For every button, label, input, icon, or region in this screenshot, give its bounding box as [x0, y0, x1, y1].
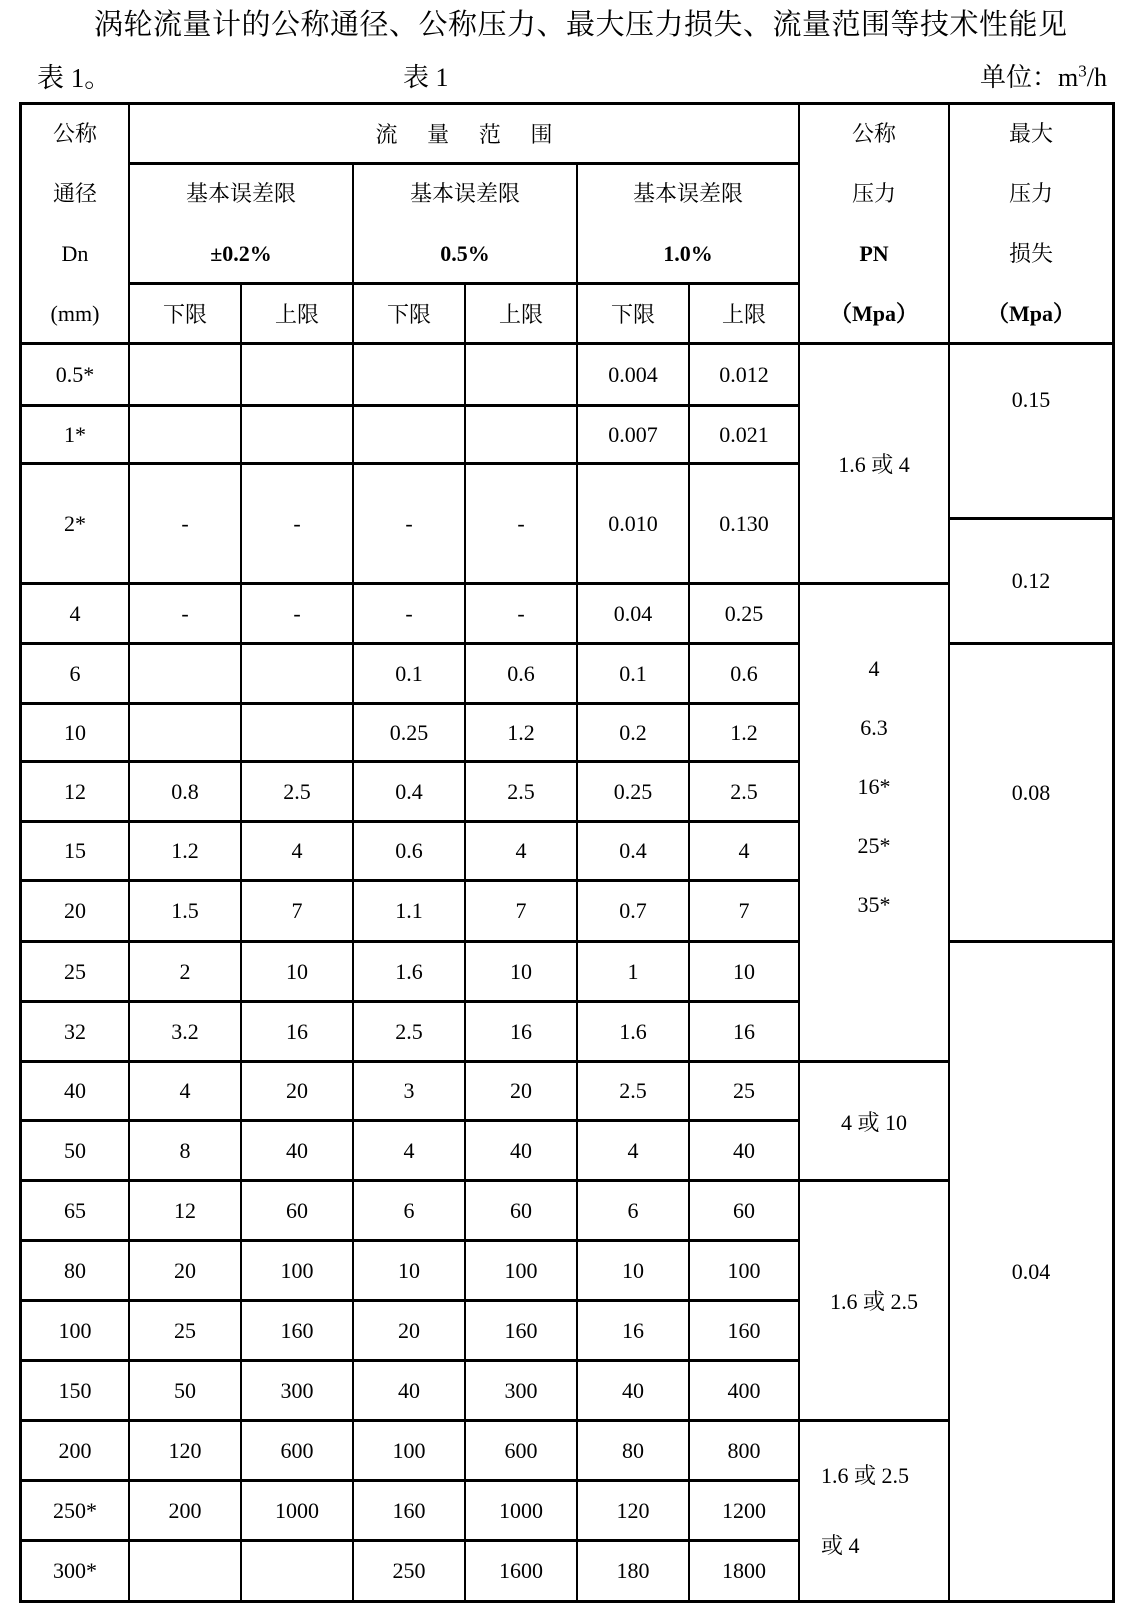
- value-cell: 2: [130, 943, 242, 1003]
- dn-header-line: 公称: [52, 120, 97, 146]
- value-cell: 0.010: [578, 465, 690, 585]
- value-cell: 120: [130, 1422, 242, 1482]
- spec-table: [19, 102, 1115, 1603]
- table-reference-text: 表 1。: [37, 63, 112, 93]
- value-cell: 2.5: [466, 763, 578, 823]
- value-cell: 2.5: [354, 1003, 466, 1063]
- value-cell: 1200: [690, 1482, 800, 1542]
- value-cell: [354, 407, 466, 465]
- value-cell: [130, 705, 242, 763]
- dn-cell: 1*: [22, 407, 130, 465]
- value-cell: 1.2: [130, 823, 242, 882]
- value-cell: 1.6: [354, 943, 466, 1003]
- value-cell: 800: [690, 1422, 800, 1482]
- value-cell: 0.4: [354, 763, 466, 823]
- value-cell: 10: [354, 1242, 466, 1302]
- dn-cell: 100: [22, 1302, 130, 1362]
- value-cell: 16: [690, 1003, 800, 1063]
- dn-cell: 32: [22, 1003, 130, 1063]
- value-cell: 40: [466, 1122, 578, 1182]
- pn-value-line: 4: [868, 656, 880, 681]
- dn-cell: 4: [22, 585, 130, 645]
- value-cell: 10: [466, 943, 578, 1003]
- value-cell: 4: [354, 1122, 466, 1182]
- value-cell: -: [242, 465, 354, 585]
- value-cell: 0.007: [578, 407, 690, 465]
- flow-range-title: [130, 105, 800, 165]
- value-cell: 180: [578, 1542, 690, 1600]
- value-cell: 16: [466, 1003, 578, 1063]
- value-cell: 3.2: [130, 1003, 242, 1063]
- value-cell: 1000: [242, 1482, 354, 1542]
- value-cell: 4: [578, 1122, 690, 1182]
- loss-header-cell: [950, 105, 1112, 345]
- value-cell: 20: [130, 1242, 242, 1302]
- value-cell: 20: [242, 1063, 354, 1122]
- error-group-percent: 1.0%: [663, 240, 713, 266]
- value-cell: 120: [578, 1482, 690, 1542]
- dn-header-cell: [22, 105, 130, 345]
- value-cell: 300: [242, 1362, 354, 1422]
- dn-cell: 40: [22, 1063, 130, 1122]
- value-cell: 0.021: [690, 407, 800, 465]
- value-cell: 0.1: [354, 645, 466, 705]
- value-cell: [242, 645, 354, 705]
- value-cell: 2.5: [242, 763, 354, 823]
- value-cell: 0.2: [578, 705, 690, 763]
- value-cell: 0.6: [690, 645, 800, 705]
- value-cell: 0.130: [690, 465, 800, 585]
- value-cell: 0.6: [354, 823, 466, 882]
- dn-cell: 300*: [22, 1542, 130, 1600]
- pn-value-line: 16*: [857, 774, 891, 799]
- pn-merged-cell: [800, 585, 950, 1063]
- dn-cell: 15: [22, 823, 130, 882]
- upper-limit-header: 上限: [690, 285, 800, 345]
- value-cell: 0.25: [690, 585, 800, 645]
- value-cell: 1.1: [354, 882, 466, 943]
- value-cell: 0.6: [466, 645, 578, 705]
- error-group-header: [578, 165, 800, 285]
- pn-header-line: PN: [859, 240, 889, 266]
- unit-suffix: /h: [1086, 63, 1107, 92]
- value-cell: 100: [354, 1422, 466, 1482]
- value-cell: 40: [578, 1362, 690, 1422]
- value-cell: [242, 407, 354, 465]
- value-cell: 8: [130, 1122, 242, 1182]
- unit-base: m: [1058, 63, 1079, 92]
- pn-value-line: 1.6 或 2.5: [821, 1463, 910, 1488]
- value-cell: 0.8: [130, 763, 242, 823]
- pn-header-line: 压力: [851, 180, 896, 206]
- value-cell: 6: [354, 1182, 466, 1242]
- value-cell: 160: [242, 1302, 354, 1362]
- value-cell: 600: [242, 1422, 354, 1482]
- error-group-label: 基本误差限: [409, 180, 520, 206]
- value-cell: 2.5: [578, 1063, 690, 1122]
- dn-cell: 80: [22, 1242, 130, 1302]
- value-cell: 4: [130, 1063, 242, 1122]
- error-group-header: [354, 165, 578, 285]
- value-cell: 600: [466, 1422, 578, 1482]
- pn-value-line: 25*: [857, 833, 891, 858]
- value-cell: 300: [466, 1362, 578, 1422]
- value-cell: [466, 345, 578, 407]
- value-cell: 60: [466, 1182, 578, 1242]
- value-cell: [130, 407, 242, 465]
- value-cell: 20: [466, 1063, 578, 1122]
- value-cell: 1000: [466, 1482, 578, 1542]
- value-cell: 40: [690, 1122, 800, 1182]
- value-cell: 100: [466, 1242, 578, 1302]
- unit-exponent: 3: [1078, 61, 1087, 81]
- value-cell: 80: [578, 1422, 690, 1482]
- error-group-label: 基本误差限: [185, 180, 296, 206]
- value-cell: 160: [466, 1302, 578, 1362]
- value-cell: 1.2: [690, 705, 800, 763]
- pn-header-line: （Mpa）: [829, 300, 918, 326]
- value-cell: 50: [130, 1362, 242, 1422]
- dn-cell: 2*: [22, 465, 130, 585]
- flow-range-title-text: 流量范围: [375, 122, 583, 147]
- dn-cell: 10: [22, 705, 130, 763]
- dn-cell: 0.5*: [22, 345, 130, 407]
- pn-merged-cell: [800, 1422, 950, 1600]
- value-cell: 40: [242, 1122, 354, 1182]
- intro-paragraph: 涡轮流量计的公称通径、公称压力、最大压力损失、流量范围等技术性能见: [94, 9, 1068, 41]
- dn-cell: 6: [22, 645, 130, 705]
- value-cell: 1.5: [130, 882, 242, 943]
- value-cell: -: [354, 585, 466, 645]
- value-cell: 10: [242, 943, 354, 1003]
- value-cell: 25: [130, 1302, 242, 1362]
- value-cell: 10: [578, 1242, 690, 1302]
- value-cell: 40: [354, 1362, 466, 1422]
- value-cell: 200: [130, 1482, 242, 1542]
- value-cell: 16: [242, 1003, 354, 1063]
- dn-header-line: Dn: [61, 240, 89, 266]
- error-group-percent: ±0.2%: [210, 240, 272, 266]
- value-cell: 12: [130, 1182, 242, 1242]
- value-cell: 7: [242, 882, 354, 943]
- value-cell: 0.25: [354, 705, 466, 763]
- value-cell: [242, 1542, 354, 1600]
- value-cell: 250: [354, 1542, 466, 1600]
- value-cell: 20: [354, 1302, 466, 1362]
- error-group-header: [130, 165, 354, 285]
- dn-header-line: (mm): [50, 300, 100, 326]
- unit-label: [980, 60, 1107, 96]
- value-cell: -: [354, 465, 466, 585]
- value-cell: 1: [578, 943, 690, 1003]
- loss-merged-cell: 0.12: [950, 520, 1112, 645]
- loss-merged-cell: 0.15: [950, 345, 1112, 520]
- value-cell: 0.7: [578, 882, 690, 943]
- value-cell: 0.004: [578, 345, 690, 407]
- value-cell: [242, 705, 354, 763]
- value-cell: 60: [690, 1182, 800, 1242]
- value-cell: 3: [354, 1063, 466, 1122]
- value-cell: 7: [690, 882, 800, 943]
- value-cell: 0.4: [578, 823, 690, 882]
- dn-cell: 50: [22, 1122, 130, 1182]
- pn-merged-cell: 4 或 10: [800, 1063, 950, 1182]
- value-cell: 1600: [466, 1542, 578, 1600]
- value-cell: 10: [690, 943, 800, 1003]
- dn-cell: 150: [22, 1362, 130, 1422]
- pn-value-line: 35*: [857, 892, 891, 917]
- pn-value-line: 或 4: [821, 1533, 860, 1558]
- dn-cell: 20: [22, 882, 130, 943]
- value-cell: -: [242, 585, 354, 645]
- value-cell: 1.2: [466, 705, 578, 763]
- pn-header-cell: [800, 105, 950, 345]
- dn-cell: 12: [22, 763, 130, 823]
- lower-limit-header: 下限: [354, 285, 466, 345]
- dn-cell: 200: [22, 1422, 130, 1482]
- pn-value-line: 6.3: [860, 715, 888, 740]
- value-cell: [130, 345, 242, 407]
- value-cell: 4: [466, 823, 578, 882]
- loss-header-line: （Mpa）: [986, 300, 1075, 326]
- pn-merged-cell: 1.6 或 4: [800, 345, 950, 585]
- value-cell: 0.04: [578, 585, 690, 645]
- value-cell: 100: [690, 1242, 800, 1302]
- upper-limit-header: 上限: [242, 285, 354, 345]
- loss-merged-cell: 0.08: [950, 645, 1112, 943]
- value-cell: 160: [354, 1482, 466, 1542]
- upper-limit-header: 上限: [466, 285, 578, 345]
- value-cell: 0.25: [578, 763, 690, 823]
- loss-header-line: 最大: [1008, 120, 1053, 146]
- error-group-percent: 0.5%: [440, 240, 490, 266]
- value-cell: -: [130, 585, 242, 645]
- value-cell: 0.012: [690, 345, 800, 407]
- dn-cell: 25: [22, 943, 130, 1003]
- value-cell: 25: [690, 1063, 800, 1122]
- value-cell: 1800: [690, 1542, 800, 1600]
- value-cell: 60: [242, 1182, 354, 1242]
- table-caption: 表 1: [403, 63, 449, 92]
- value-cell: -: [130, 465, 242, 585]
- value-cell: 1.6: [578, 1003, 690, 1063]
- error-group-label: 基本误差限: [632, 180, 743, 206]
- value-cell: 400: [690, 1362, 800, 1422]
- value-cell: 100: [242, 1242, 354, 1302]
- unit-prefix: 单位：: [980, 63, 1059, 92]
- value-cell: 4: [242, 823, 354, 882]
- value-cell: -: [466, 465, 578, 585]
- value-cell: 160: [690, 1302, 800, 1362]
- value-cell: 0.1: [578, 645, 690, 705]
- loss-header-line: 损失: [1008, 240, 1053, 266]
- value-cell: [130, 645, 242, 705]
- lower-limit-header: 下限: [130, 285, 242, 345]
- value-cell: [466, 407, 578, 465]
- loss-merged-cell: 0.04: [1011, 1258, 1051, 1284]
- value-cell: 6: [578, 1182, 690, 1242]
- dn-header-line: 通径: [52, 180, 97, 206]
- pn-merged-cell: 1.6 或 2.5: [800, 1182, 950, 1422]
- loss-header-line: 压力: [1008, 180, 1053, 206]
- value-cell: [242, 345, 354, 407]
- value-cell: [130, 1542, 242, 1600]
- value-cell: [354, 345, 466, 407]
- lower-limit-header: 下限: [578, 285, 690, 345]
- value-cell: 2.5: [690, 763, 800, 823]
- dn-cell: 250*: [22, 1482, 130, 1542]
- value-cell: -: [466, 585, 578, 645]
- dn-cell: 65: [22, 1182, 130, 1242]
- value-cell: 4: [690, 823, 800, 882]
- value-cell: 16: [578, 1302, 690, 1362]
- value-cell: 7: [466, 882, 578, 943]
- pn-header-line: 公称: [851, 120, 896, 146]
